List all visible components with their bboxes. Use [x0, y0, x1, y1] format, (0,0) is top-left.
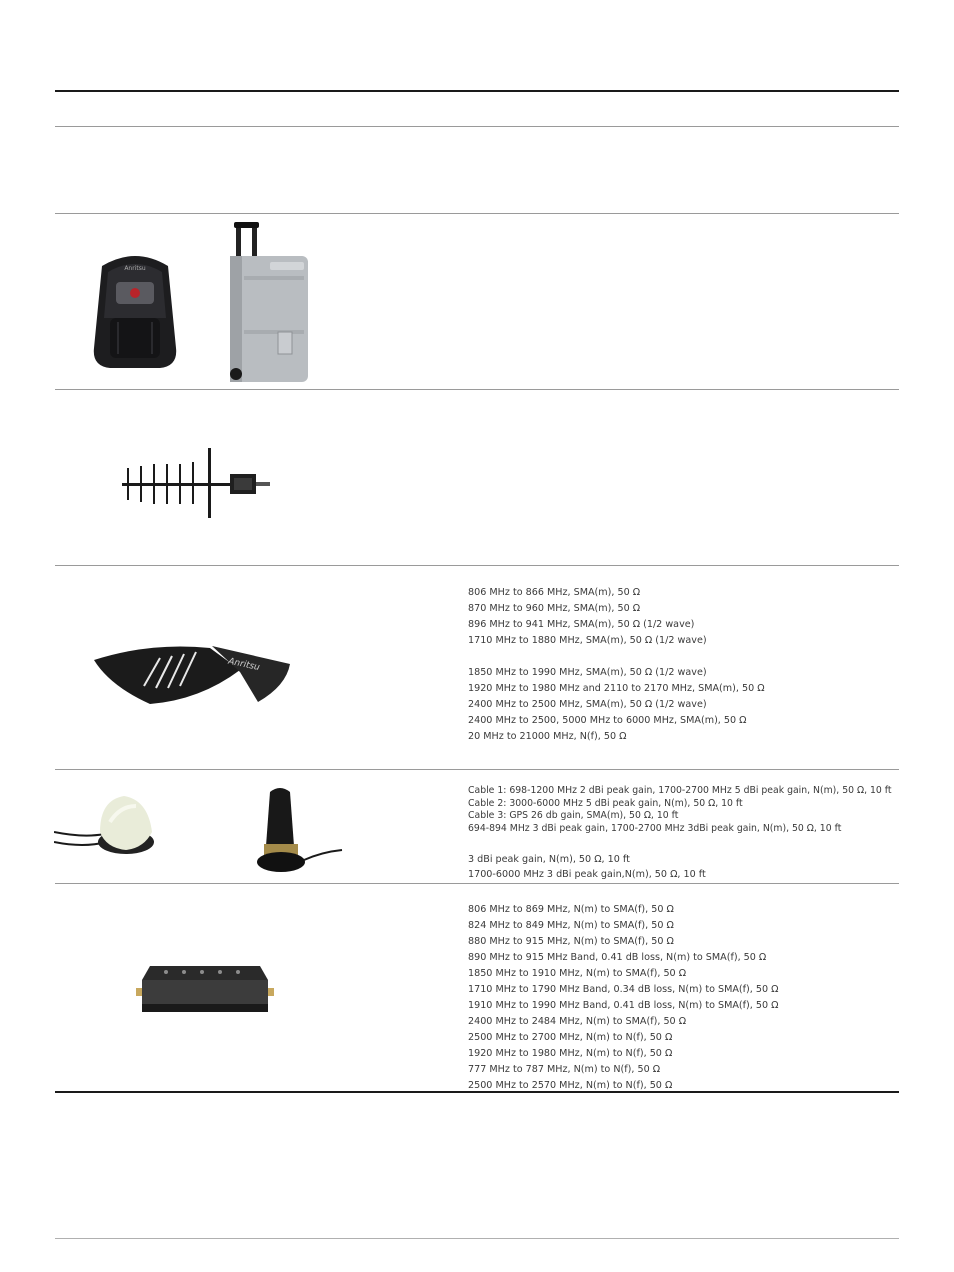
mag-mount-spec-list-2 [468, 852, 706, 882]
list-item: 1920 MHz to 1980 MHz and 2110 to 2170 MHz, SMA(m), 50 Ω [468, 683, 765, 694]
row-divider [55, 389, 899, 390]
list-item: 2400 MHz to 2484 MHz, N(m) to SMA(f), 50 Ω [468, 1016, 687, 1027]
list-item: 2500 MHz to 2570 MHz, N(m) to N(f), 50 Ω [468, 1080, 673, 1091]
list-item: 824 MHz to 849 MHz, N(m) to SMA(f), 50 Ω [468, 920, 674, 931]
mag-mount-spec-list [468, 785, 892, 835]
list-item: Cable 3: GPS 26 db gain, SMA(m), 50 Ω, 10 ft [468, 810, 679, 821]
mag-mount-antenna-icon [252, 784, 344, 876]
bandpass-filter-icon [132, 960, 278, 1018]
list-item: 1710 MHz to 1880 MHz, SMA(m), 50 Ω (1/2 wave) [468, 635, 707, 646]
row-divider [55, 126, 899, 127]
list-item: 1710 MHz to 1790 MHz Band, 0.34 dB loss, N(m) to SMA(f), 50 Ω [468, 984, 779, 995]
rolling-hard-case-icon [228, 222, 312, 384]
list-item: 880 MHz to 915 MHz, N(m) to SMA(f), 50 Ω [468, 936, 674, 947]
list-item: 694-894 MHz 3 dBi peak gain, 1700-2700 MHz 3dBi peak gain, N(m), 50 Ω, 10 ft [468, 822, 842, 834]
svg-text:Anritsu: Anritsu [124, 265, 146, 272]
footer-rule [55, 1238, 899, 1239]
filter-spec-list [468, 902, 778, 1094]
list-item: 1700-6000 MHz 3 dBi peak gain,N(m), 50 Ω, 10 ft [468, 869, 706, 880]
row-divider [55, 213, 899, 214]
header-rule [55, 90, 899, 92]
list-item: 2400 MHz to 2500 MHz, SMA(m), 50 Ω (1/2 wave) [468, 699, 707, 710]
list-item: Cable 2: 3000-6000 MHz 5 dBi peak gain, N(m), 50 Ω, 10 ft [468, 797, 743, 809]
backpack-icon [88, 248, 182, 370]
list-item: 890 MHz to 915 MHz Band, 0.41 dB loss, N(m) to SMA(f), 50 Ω [468, 952, 767, 963]
list-item: 2500 MHz to 2700 MHz, N(m) to N(f), 50 Ω [468, 1032, 673, 1043]
row-divider [55, 769, 899, 770]
yagi-antenna-icon [120, 444, 276, 520]
list-item: 1850 MHz to 1990 MHz, SMA(m), 50 Ω (1/2 wave) [468, 667, 707, 678]
row-divider [55, 883, 899, 884]
list-item: 3 dBi peak gain, N(m), 50 Ω, 10 ft [468, 854, 630, 865]
puck-antenna-icon [54, 792, 158, 862]
list-item: Cable 1: 698-1200 MHz 2 dBi peak gain, 1700-2700 MHz 5 dBi peak gain, N(m), 50 Ω, 10 ft [468, 785, 892, 796]
antenna-spec-list [468, 585, 765, 745]
list-item: 870 MHz to 960 MHz, SMA(m), 50 Ω [468, 603, 641, 614]
list-item: 20 MHz to 21000 MHz, N(f), 50 Ω [468, 731, 627, 742]
row-divider [55, 565, 899, 566]
list-item: 806 MHz to 866 MHz, SMA(m), 50 Ω [468, 587, 641, 598]
list-item: 2400 MHz to 2500, 5000 MHz to 6000 MHz, SMA(m), 50 Ω [468, 715, 747, 726]
svg-text:Anritsu: Anritsu [227, 656, 261, 674]
list-item: 1850 MHz to 1910 MHz, N(m) to SMA(f), 50 Ω [468, 968, 687, 979]
list-item: 777 MHz to 787 MHz, N(m) to N(f), 50 Ω [468, 1064, 661, 1075]
antenna-pouch-icon [90, 640, 296, 706]
list-item: 1910 MHz to 1990 MHz Band, 0.41 dB loss, N(m) to SMA(f), 50 Ω [468, 1000, 779, 1011]
list-item: 896 MHz to 941 MHz, SMA(m), 50 Ω (1/2 wave) [468, 619, 695, 630]
list-item: 1920 MHz to 1980 MHz, N(m) to N(f), 50 Ω [468, 1048, 673, 1059]
list-item: 806 MHz to 869 MHz, N(m) to SMA(f), 50 Ω [468, 904, 674, 915]
